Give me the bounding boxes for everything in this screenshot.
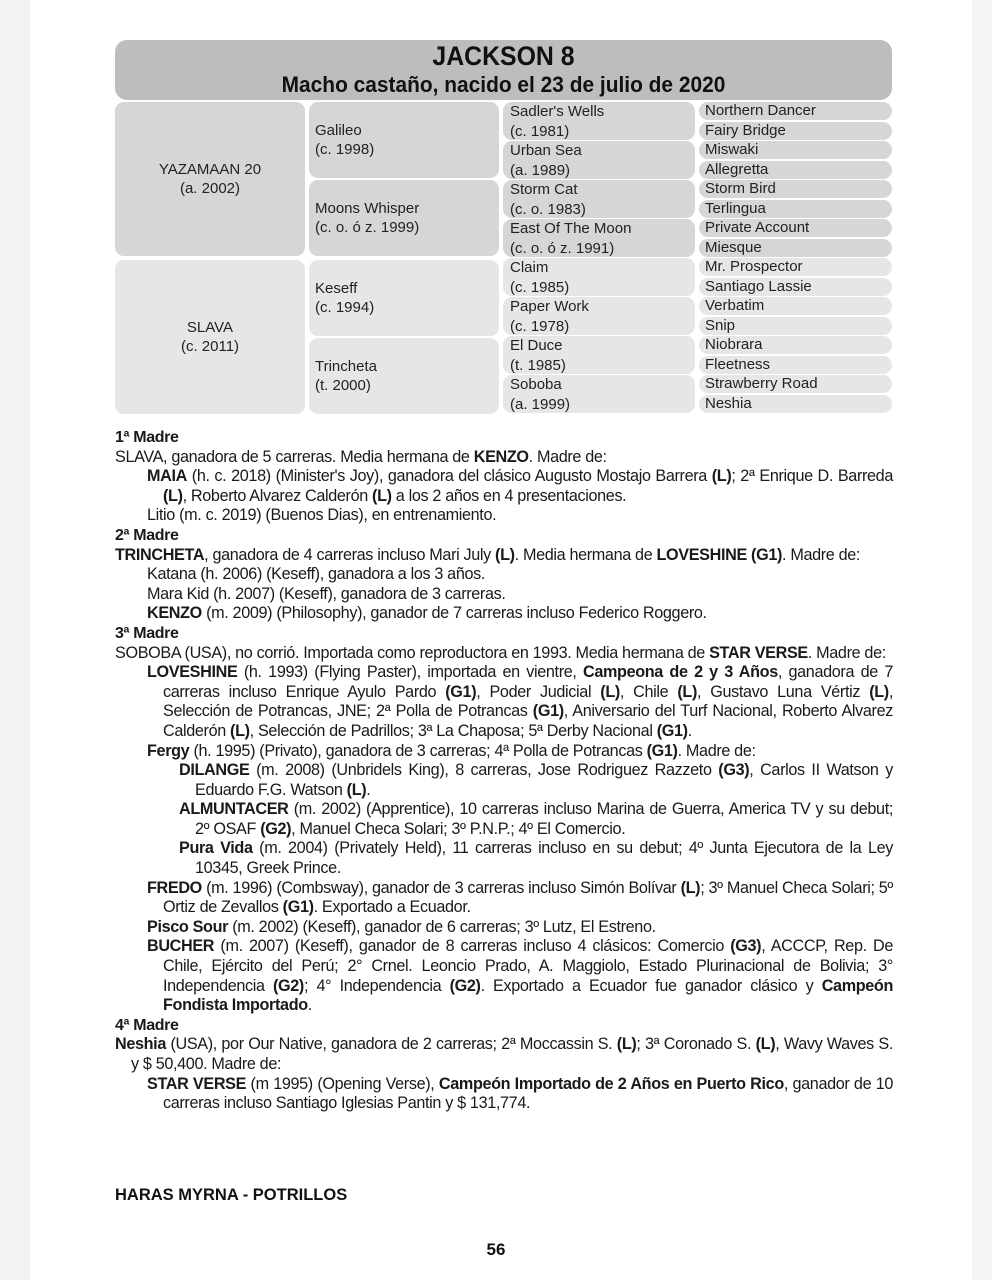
- ancestor-name: Moons Whisper: [315, 199, 420, 217]
- third-dam-paragraph: SOBOBA (USA), no corrió. Importada como reproductora en 1993. Media hermana de STAR VERSE. Madre de:: [115, 643, 886, 662]
- ancestor-year: (c. o. ó z. 1991): [510, 239, 615, 257]
- produce-entry: Mara Kid (h. 2007) (Keseff), ganadora de 3 carreras.: [147, 584, 506, 603]
- pedigree-dam: [115, 260, 305, 414]
- produce-entry: BUCHER (m. 2007) (Keseff), ganador de 8 carreras incluso 4 clásicos: Comercio (G3), ACCCP, Rep. De Chile, Ejército del Perú; 2° Crnel. Leoncio Prado, A. Maggiolo, Estado Plurinacional de Bolivia; 3° Independencia (G2); 4° Independencia (G2). Exportado a Ecuador fue ganador clásico y Campeón Fondista Importado.: [147, 937, 894, 1015]
- ancestor-name: El Duce: [510, 337, 563, 354]
- produce-entry: DILANGE (m. 2008) (Unbridels King), 8 carreras, Jose Rodriguez Razzeto (G3), Carlos II Watson y Eduardo F.G. Watson (L).: [179, 761, 893, 799]
- ancestor-year: (c. o. ó z. 1999): [315, 219, 420, 236]
- dam-year: (c. 2011): [180, 338, 240, 355]
- fourth-dam-paragraph: Neshia (USA), por Our Native, ganadora de 2 carreras; 2ª Moccassin S. (L); 3ª Coronado S. (L), Wavy Waves S. y $ 50,400. Madre de:: [115, 1035, 893, 1073]
- dam-name: SLAVA: [186, 318, 234, 336]
- section-heading-first-dam: 1ª Madre: [115, 429, 179, 446]
- pedigree-gen4-cell: Niobrara: [699, 336, 892, 354]
- pedigree-gen3-cell: [503, 258, 695, 296]
- ancestor-year: (c. o. 1983): [510, 200, 586, 218]
- pedigree-gen3-cell: [503, 297, 695, 335]
- produce-entry: Pisco Sour (m. 2002) (Keseff), ganador de 6 carreras; 3º Lutz, El Estreno.: [147, 917, 656, 936]
- first-dam-paragraph: SLAVA, ganadora de 5 carreras. Media hermana de KENZO. Madre de:: [115, 447, 607, 466]
- section-heading-fourth-dam: 4ª Madre: [115, 1016, 179, 1034]
- ancestor-year: (c. 1978): [510, 317, 570, 335]
- sire-name: YAZAMAAN 20: [158, 160, 262, 178]
- pedigree-gen4-cell: Verbatim: [699, 297, 892, 315]
- produce-entry: Fergy (h. 1995) (Privato), ganadora de 3 carreras; 4ª Polla de Potrancas (G1). Madre de:: [147, 741, 756, 760]
- ancestor-year: (t. 2000): [315, 377, 371, 394]
- produce-entry: LOVESHINE (h. 1993) (Flying Paster), importada en vientre, Campeona de 2 y 3 Años, ganadora de 7 carreras incluso Enrique Ayulo Pardo (G1), Poder Judicial (L), Chile (L), Gustavo Luna Vértiz (L), Selección de Potrancas, JNE; 2ª Polla de Potrancas (G1), Aniversario del Turf Nacional, Roberto Alvarez Calderón (L), Selección de Padrillos; 3ª La Chaposa; 5ª Derby Nacional (G1).: [147, 663, 893, 740]
- pedigree-sire: [115, 102, 305, 256]
- pedigree-gen4-cell: Neshia: [699, 395, 892, 413]
- produce-entry: Pura Vida (m. 2004) (Privately Held), 11 carreras incluso en su debut; 4º Junta Ejecutora de la Ley 10345, Greek Prince.: [179, 839, 893, 878]
- pedigree-gen3-cell: [503, 219, 695, 257]
- ancestor-name: Soboba: [510, 376, 562, 393]
- ancestor-name: Storm Cat: [510, 181, 578, 198]
- right-margin-strip: [972, 0, 992, 1280]
- pedigree-gen4-cell: Miswaki: [699, 141, 892, 159]
- ancestor-year: (c. 1985): [510, 278, 570, 296]
- ancestor-name: Paper Work: [510, 298, 589, 315]
- horse-description: Macho castaño, nacido el 23 de julio de 2020: [281, 72, 726, 97]
- ancestor-name: Keseff: [315, 279, 358, 297]
- horse-name: JACKSON 8: [432, 41, 575, 71]
- ancestor-name: Sadler's Wells: [510, 103, 605, 120]
- pedigree-gen3-cell: [503, 180, 695, 218]
- left-margin-strip: [0, 0, 30, 1280]
- ancestor-year: (a. 1999): [510, 395, 571, 413]
- pedigree-gen2-cell: [309, 338, 499, 414]
- pedigree-gen4-cell: Snip: [699, 317, 892, 335]
- pedigree-gen3-cell: [503, 141, 695, 179]
- ancestor-year: (a. 1989): [510, 161, 571, 179]
- pedigree-gen2-cell: [309, 102, 499, 178]
- family-text: [115, 428, 893, 1114]
- ancestor-name: Claim: [510, 259, 549, 276]
- pedigree-gen4-cell: Storm Bird: [699, 180, 892, 198]
- section-heading-second-dam: 2ª Madre: [115, 526, 179, 544]
- produce-entry: KENZO (m. 2009) (Philosophy), ganador de 7 carreras incluso Federico Roggero.: [147, 604, 707, 623]
- pedigree-gen3-cell: [503, 102, 695, 140]
- pedigree-gen4-cell: Mr. Prospector: [699, 258, 892, 276]
- second-dam-paragraph: TRINCHETA, ganadora de 4 carreras incluso Mari July (L). Media hermana de LOVESHINE (G1). Madre de:: [115, 545, 861, 564]
- pedigree-gen4-cell: Terlingua: [699, 200, 892, 218]
- produce-entry: MAIA (h. c. 2018) (Minister's Joy), ganadora del clásico Augusto Mostajo Barrera (L); 2ª Enrique D. Barreda (L), Roberto Alvarez Calderón (L) a los 2 años en 4 presentaciones.: [147, 467, 893, 505]
- ancestor-name: Galileo: [315, 121, 362, 139]
- produce-entry: ALMUNTACER (m. 2002) (Apprentice), 10 carreras incluso Marina de Guerra, America TV y su debut; 2º OSAF (G2), Manuel Checa Solari; 3º P.N.P.; 4º El Comercio.: [179, 800, 893, 838]
- pedigree-gen4-cell: Strawberry Road: [699, 375, 892, 393]
- pedigree-gen3-cell: [503, 336, 695, 374]
- produce-entry: FREDO (m. 1996) (Combsway), ganador de 3 carreras incluso Simón Bolívar (L); 3º Manuel Checa Solari; 5º Ortiz de Zevallos (G1). Exportado a Ecuador.: [147, 878, 893, 917]
- pedigree-gen4-cell: Miesque: [699, 239, 892, 257]
- pedigree-gen4-cell: Northern Dancer: [699, 102, 892, 120]
- produce-entry: STAR VERSE (m 1995) (Opening Verse), Campeón Importado de 2 Años en Puerto Rico, ganador de 10 carreras incluso Santiago Iglesias Pantin y $ 131,774.: [147, 1074, 893, 1113]
- ancestor-name: Urban Sea: [510, 142, 582, 159]
- pedigree-gen4-cell: Santiago Lassie: [699, 278, 892, 296]
- pedigree-gen2-cell: [309, 180, 499, 256]
- produce-entry: Litio (m. c. 2019) (Buenos Dias), en entrenamiento.: [147, 506, 497, 525]
- ancestor-name: Trincheta: [315, 357, 377, 375]
- ancestor-year: (c. 1981): [510, 122, 570, 140]
- ancestor-year: (c. 1994): [315, 299, 375, 316]
- pedigree-gen4-cell: Allegretta: [699, 161, 892, 179]
- pedigree-gen2-cell: [309, 260, 499, 336]
- ancestor-year: (c. 1998): [315, 141, 375, 158]
- pedigree-table: [115, 102, 892, 414]
- horse-header: [115, 40, 892, 100]
- produce-entry: Katana (h. 2006) (Keseff), ganadora a los 3 años.: [147, 565, 486, 584]
- consignor-title: HARAS MYRNA - POTRILLOS: [115, 1186, 348, 1204]
- pedigree-gen3-cell: [503, 375, 695, 413]
- pedigree-gen4-cell: Private Account: [699, 219, 892, 237]
- pedigree-gen4-cell: Fleetness: [699, 356, 892, 374]
- pedigree-gen4-cell: Fairy Bridge: [699, 122, 892, 140]
- section-heading-third-dam: 3ª Madre: [115, 624, 179, 642]
- ancestor-year: (t. 1985): [510, 356, 566, 374]
- page-number: 56: [486, 1240, 506, 1259]
- sire-year: (a. 2002): [179, 180, 241, 197]
- ancestor-name: East Of The Moon: [510, 220, 632, 237]
